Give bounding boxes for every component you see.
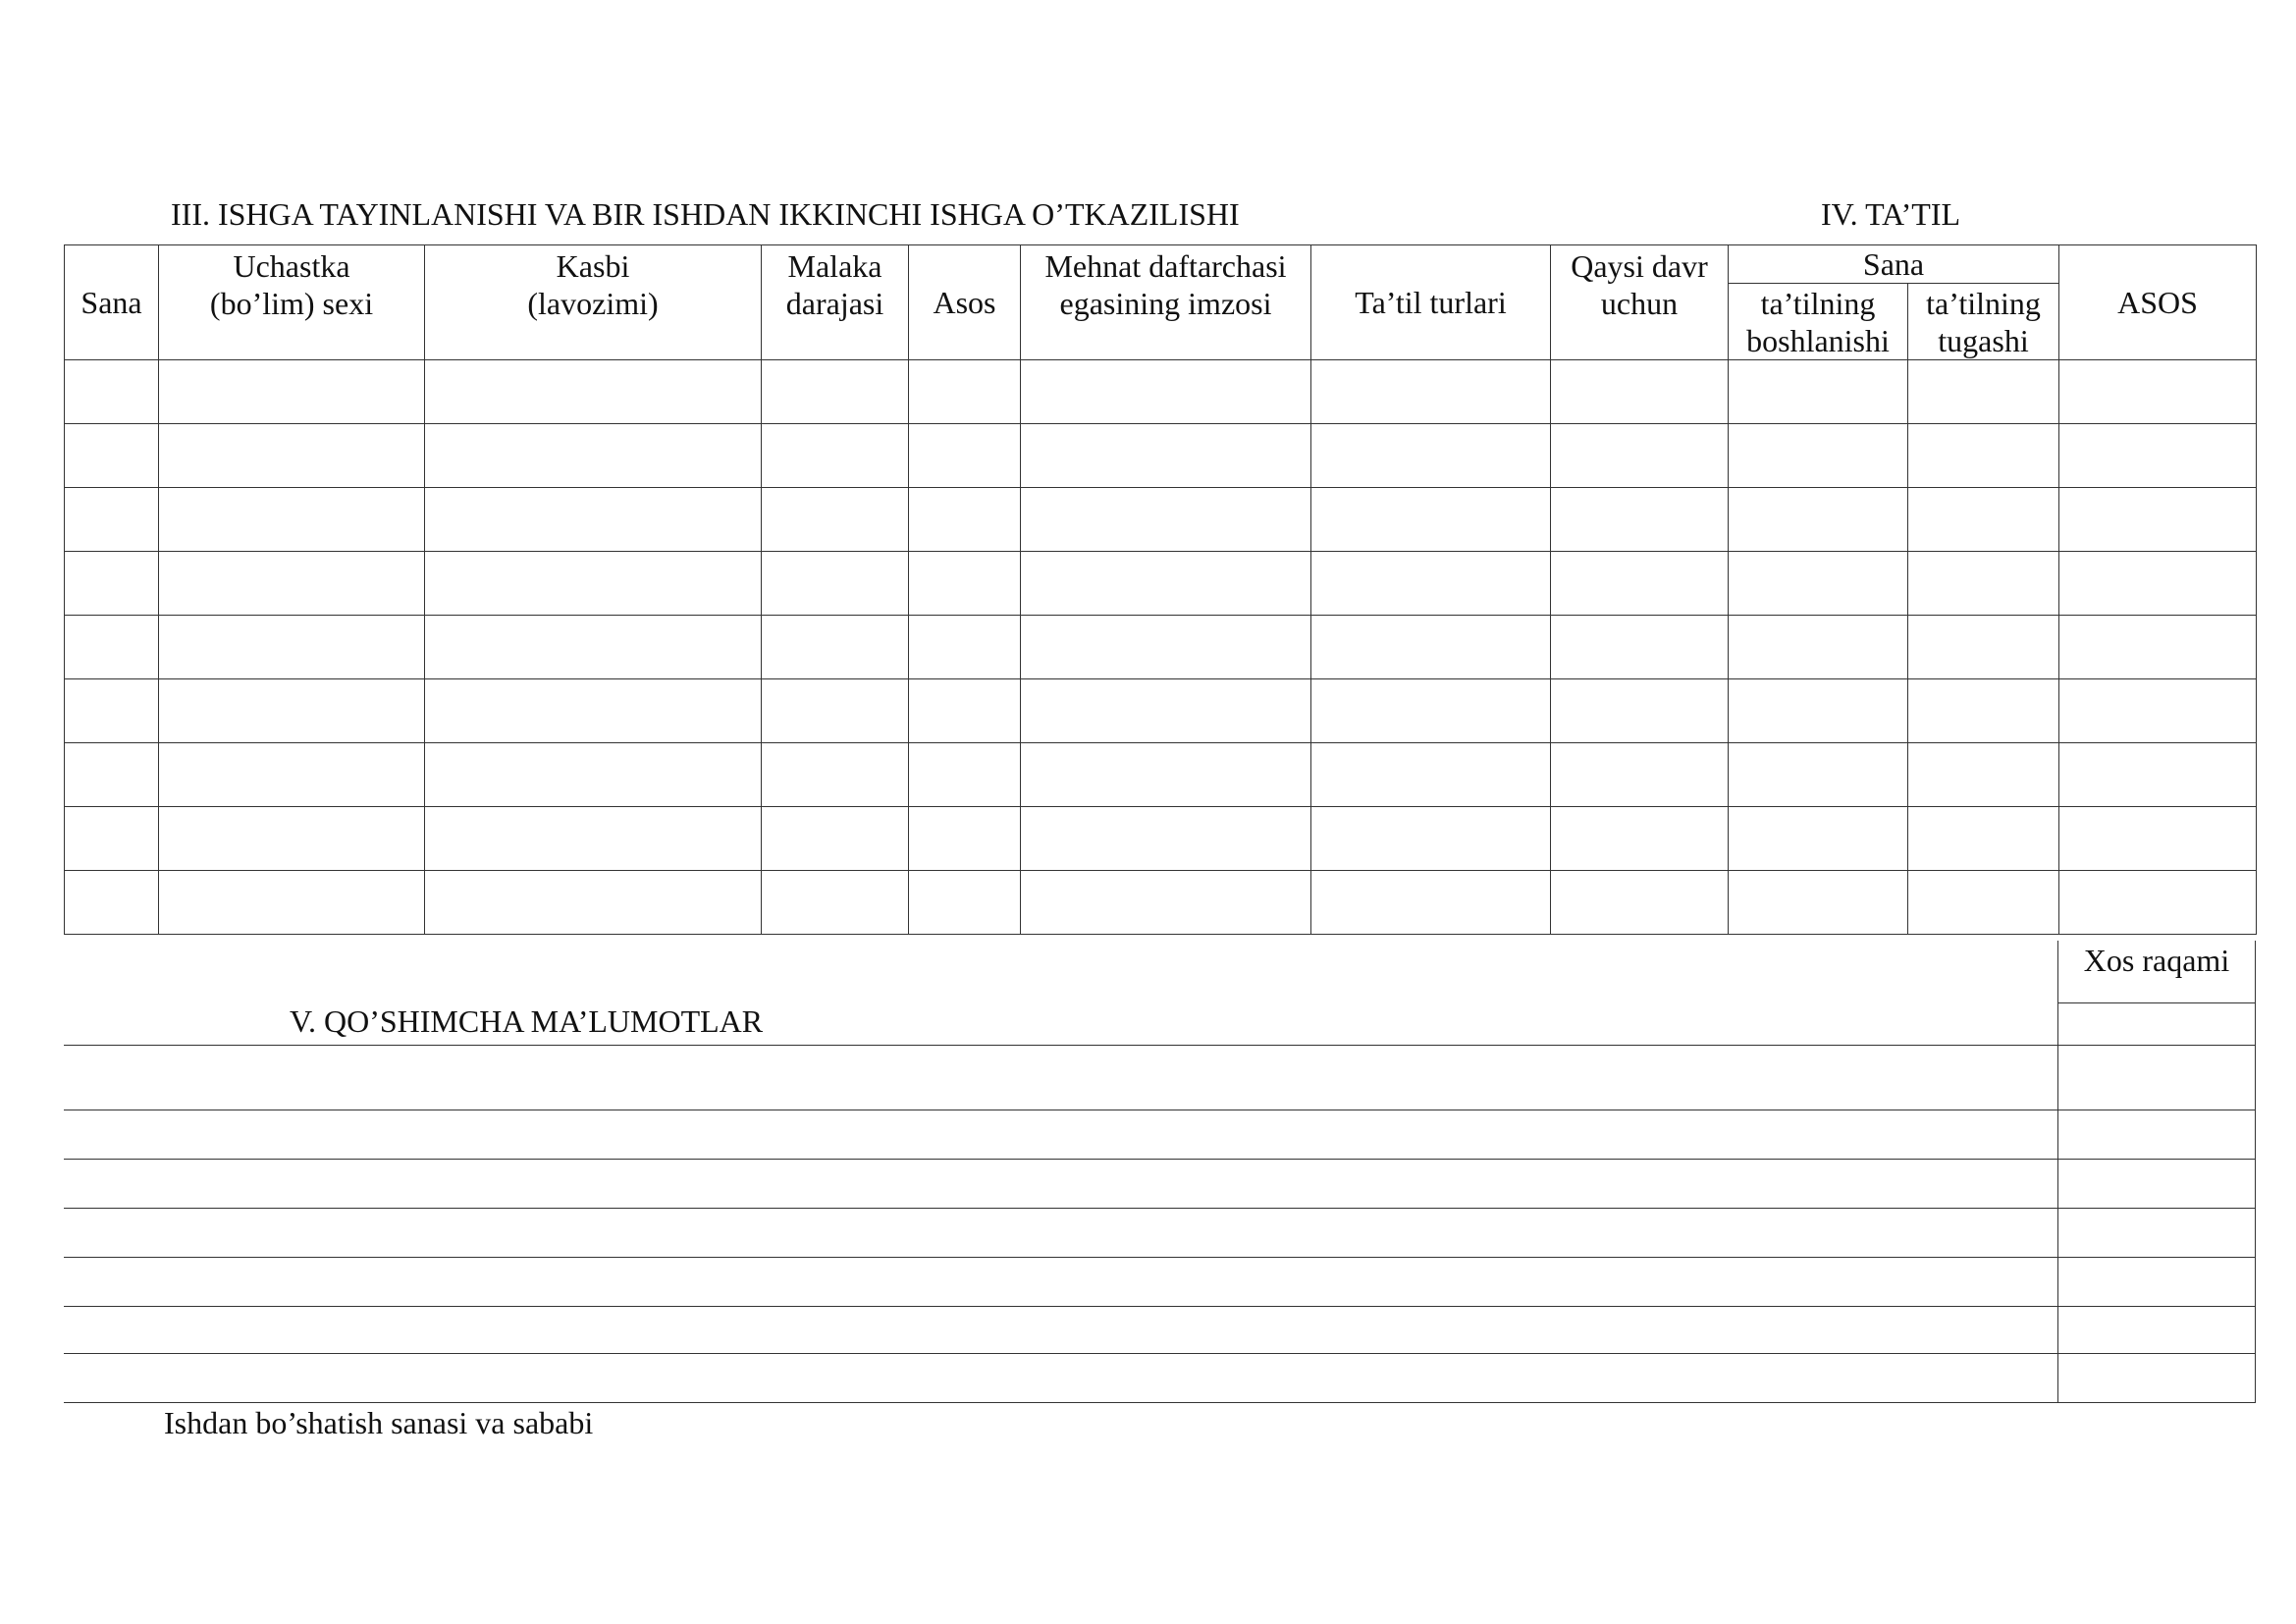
table-cell[interactable] (425, 871, 762, 935)
table-cell[interactable] (1908, 679, 2059, 743)
table-cell[interactable] (762, 743, 909, 807)
table-cell[interactable] (1311, 679, 1551, 743)
table-cell[interactable] (1729, 552, 1908, 616)
section-4-title: IV. TA’TIL (1821, 196, 1961, 232)
table-cell[interactable] (762, 488, 909, 552)
table-row (65, 871, 2257, 935)
header-asos: Asos (909, 245, 1021, 360)
table-cell[interactable] (65, 616, 159, 679)
header-mehnat: Mehnat daftarchasi egasining imzosi (1021, 245, 1311, 360)
table-cell[interactable] (159, 552, 425, 616)
table-cell[interactable] (65, 871, 159, 935)
table-cell[interactable] (159, 424, 425, 488)
table-cell[interactable] (1021, 807, 1311, 871)
section-5 (64, 941, 2256, 1403)
xos-raqami-label: Xos raqami (2083, 943, 2230, 978)
header-qaysi-davr: Qaysi davr uchun (1551, 245, 1729, 360)
ruled-line (64, 1257, 2256, 1258)
table-cell[interactable] (1908, 871, 2059, 935)
xos-raqami-divider (2057, 1002, 2256, 1003)
table-cell[interactable] (65, 424, 159, 488)
table-cell[interactable] (762, 871, 909, 935)
table-cell[interactable] (909, 616, 1021, 679)
header-asos-caps: ASOS (2059, 245, 2257, 360)
table-cell[interactable] (1729, 616, 1908, 679)
table-cell[interactable] (2059, 424, 2257, 488)
table-cell[interactable] (425, 424, 762, 488)
table-cell[interactable] (762, 360, 909, 424)
table-cell[interactable] (159, 360, 425, 424)
table-cell[interactable] (1551, 552, 1729, 616)
table-cell[interactable] (1021, 616, 1311, 679)
table-row (65, 360, 2257, 424)
table-cell[interactable] (425, 488, 762, 552)
header-kasbi: Kasbi (lavozimi) (425, 245, 762, 360)
header-uchastka: Uchastka (bo’lim) sexi (159, 245, 425, 360)
table-row (65, 552, 2257, 616)
table-cell[interactable] (65, 743, 159, 807)
table-cell[interactable] (65, 360, 159, 424)
table-cell[interactable] (1729, 743, 1908, 807)
table-cell[interactable] (1021, 552, 1311, 616)
table-cell[interactable] (2059, 807, 2257, 871)
table-cell[interactable] (1908, 360, 2059, 424)
header-tatil-tugashi: ta’tilning tugashi (1908, 284, 2059, 360)
table-cell[interactable] (1551, 807, 1729, 871)
table-cell[interactable] (159, 743, 425, 807)
table-cell[interactable] (909, 679, 1021, 743)
table-cell[interactable] (1311, 552, 1551, 616)
table-cell[interactable] (1021, 679, 1311, 743)
ruled-line (64, 1353, 2256, 1354)
xos-raqami-column (2057, 941, 2256, 1403)
header-sana-group: Sana (1729, 245, 2059, 284)
table-cell[interactable] (1551, 871, 1729, 935)
table-cell[interactable] (2059, 488, 2257, 552)
table-cell[interactable] (762, 552, 909, 616)
table-row (65, 807, 2257, 871)
table-cell[interactable] (1908, 743, 2059, 807)
table-cell[interactable] (1311, 488, 1551, 552)
table-cell[interactable] (909, 871, 1021, 935)
table-cell[interactable] (1311, 360, 1551, 424)
table-cell[interactable] (1908, 552, 2059, 616)
table-cell[interactable] (1551, 488, 1729, 552)
table-cell[interactable] (425, 679, 762, 743)
table-cell[interactable] (2059, 360, 2257, 424)
table-cell[interactable] (1021, 360, 1311, 424)
table-cell[interactable] (1551, 360, 1729, 424)
table-cell[interactable] (1551, 616, 1729, 679)
ruled-line (64, 1045, 2256, 1046)
table-cell[interactable] (1551, 743, 1729, 807)
table-cell[interactable] (1311, 424, 1551, 488)
table-cell[interactable] (1021, 488, 1311, 552)
table-cell[interactable] (1551, 679, 1729, 743)
table-cell[interactable] (2059, 871, 2257, 935)
section-3-title: III. ISHGA TAYINLANISHI VA BIR ISHDAN IKKINCHI ISHGA O’TKAZILISHI (171, 196, 1240, 232)
table-cell[interactable] (762, 616, 909, 679)
table-cell[interactable] (762, 807, 909, 871)
table-cell[interactable] (909, 552, 1021, 616)
table-cell[interactable] (159, 616, 425, 679)
table-cell[interactable] (65, 679, 159, 743)
table-cell[interactable] (1021, 424, 1311, 488)
table-row (65, 743, 2257, 807)
table-row (65, 488, 2257, 552)
table-cell[interactable] (1311, 743, 1551, 807)
table-row (65, 616, 2257, 679)
table-cell[interactable] (762, 424, 909, 488)
table-cell[interactable] (1729, 424, 1908, 488)
table-cell[interactable] (1908, 807, 2059, 871)
table-cell[interactable] (65, 488, 159, 552)
table-cell[interactable] (1311, 871, 1551, 935)
section-5-title: V. QO’SHIMCHA MA’LUMOTLAR (290, 1003, 764, 1039)
table-cell[interactable] (159, 807, 425, 871)
table-cell[interactable] (2059, 552, 2257, 616)
table-cell[interactable] (159, 679, 425, 743)
header-malaka: Malaka darajasi (762, 245, 909, 360)
table-row (65, 424, 2257, 488)
table-cell[interactable] (1729, 488, 1908, 552)
table-cell[interactable] (1908, 424, 2059, 488)
employment-table (64, 244, 2257, 935)
header-tatil-turlari: Ta’til turlari (1311, 245, 1551, 360)
table-cell[interactable] (1729, 360, 1908, 424)
table-cell[interactable] (425, 743, 762, 807)
table-cell[interactable] (1908, 616, 2059, 679)
section-5-bottom-border (64, 1402, 2256, 1403)
ruled-line (64, 1159, 2256, 1160)
table-cell[interactable] (1021, 871, 1311, 935)
table-cell[interactable] (909, 743, 1021, 807)
ruled-line (64, 1208, 2256, 1209)
table-cell[interactable] (1729, 871, 1908, 935)
table-cell[interactable] (1311, 807, 1551, 871)
table-cell[interactable] (2059, 616, 2257, 679)
table-cell[interactable] (762, 679, 909, 743)
table-row (65, 679, 2257, 743)
table-cell[interactable] (2059, 743, 2257, 807)
table-cell[interactable] (2059, 679, 2257, 743)
table-cell[interactable] (65, 807, 159, 871)
table-body (65, 360, 2257, 935)
table-cell[interactable] (425, 552, 762, 616)
table-cell[interactable] (1021, 743, 1311, 807)
header-tatil-boshlanishi: ta’tilning boshlanishi (1729, 284, 1908, 360)
ruled-line (64, 1306, 2256, 1307)
table-cell[interactable] (425, 360, 762, 424)
table-cell[interactable] (909, 424, 1021, 488)
table-cell[interactable] (65, 552, 159, 616)
table-cell[interactable] (425, 616, 762, 679)
table-cell[interactable] (909, 360, 1021, 424)
table-cell[interactable] (1729, 807, 1908, 871)
table-cell[interactable] (909, 807, 1021, 871)
table-cell[interactable] (425, 807, 762, 871)
table-cell[interactable] (159, 871, 425, 935)
table-cell[interactable] (1908, 488, 2059, 552)
table-cell[interactable] (159, 488, 425, 552)
header-sana: Sana (65, 245, 159, 360)
dismissal-date-reason-label: Ishdan bo’shatish sanasi va sababi (164, 1405, 594, 1440)
table-cell[interactable] (1551, 424, 1729, 488)
table-cell[interactable] (1311, 616, 1551, 679)
table-cell[interactable] (909, 488, 1021, 552)
table-cell[interactable] (1729, 679, 1908, 743)
